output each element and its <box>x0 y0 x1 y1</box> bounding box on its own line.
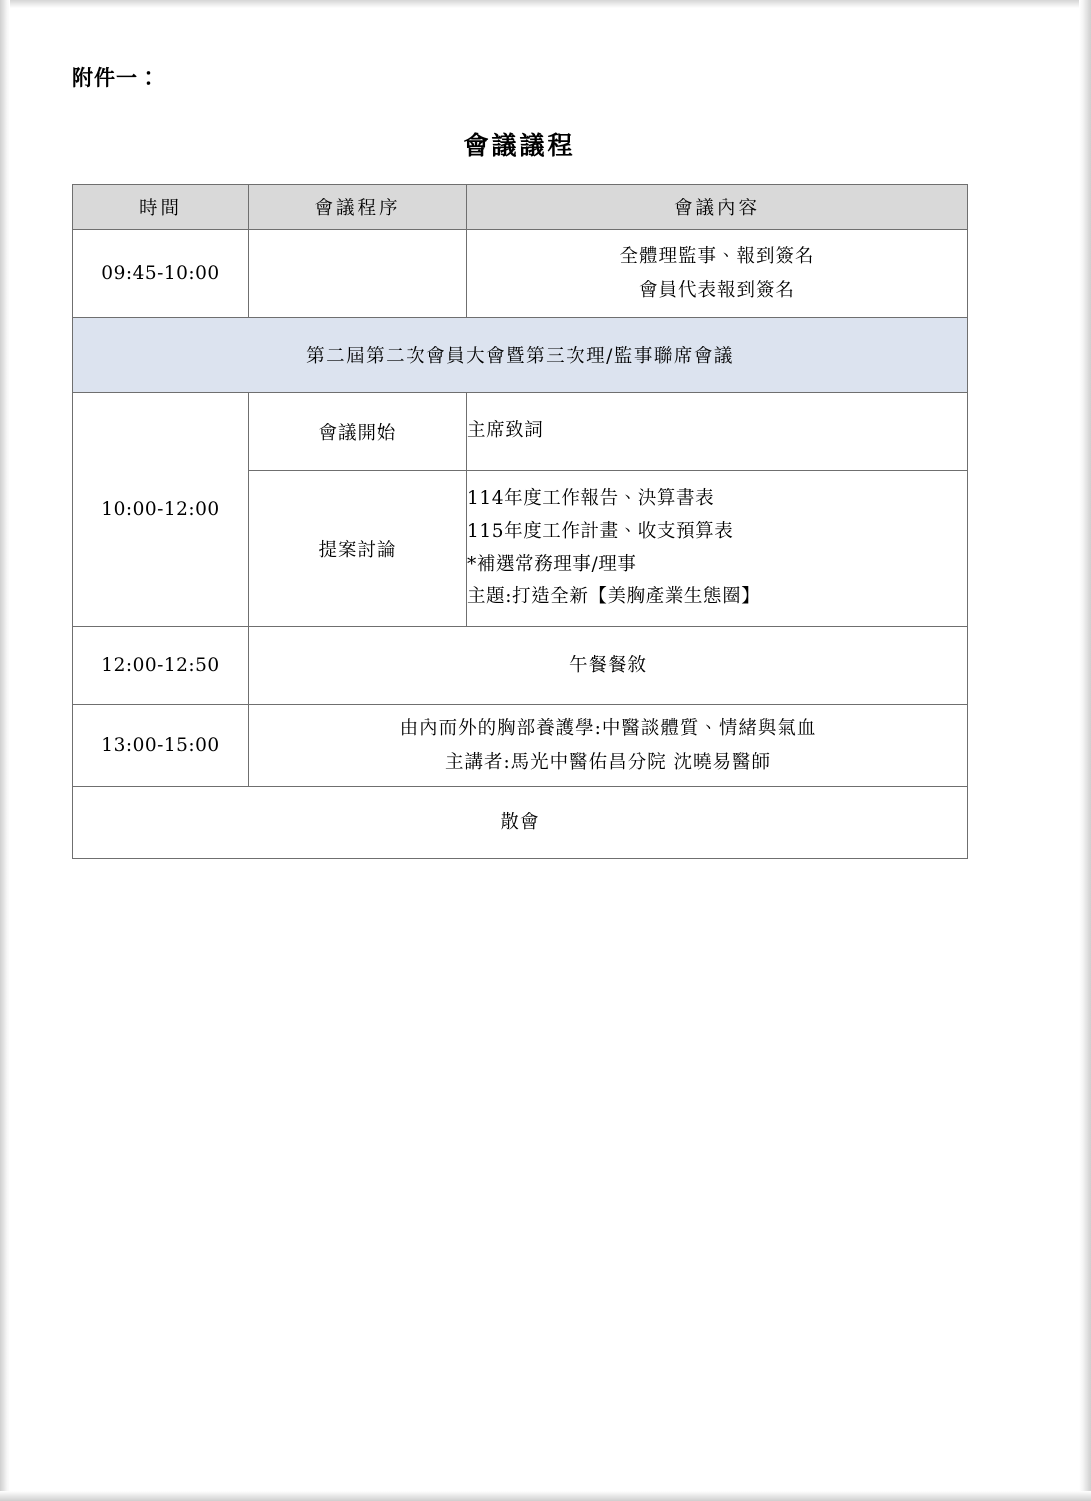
cell-time: 13:00-15:00 <box>73 705 249 787</box>
page-edge-left <box>0 0 10 1501</box>
table-header-row <box>73 185 968 230</box>
cell-content <box>73 787 968 859</box>
table-row <box>73 787 968 859</box>
content-line: 會員代表報到簽名 <box>638 279 795 301</box>
page-edge-right <box>1079 0 1091 1501</box>
cell-content <box>467 230 968 318</box>
banner-text: 第二屆第二次會員大會暨第三次理/監事聯席會議 <box>73 318 968 393</box>
column-header-time: 時間 <box>73 185 249 230</box>
content-line: *補選常務理事/理事 <box>467 553 637 575</box>
attachment-label: 附件一： <box>72 65 160 90</box>
cell-time: 09:45-10:00 <box>73 230 249 318</box>
content-line: 主講者:馬光中醫佑昌分院 沈曉易醫師 <box>444 751 772 773</box>
table-row <box>73 705 968 787</box>
document-content <box>72 62 967 859</box>
cell-content <box>467 471 968 627</box>
table-row-banner <box>73 318 968 393</box>
content-line: 主席致詞 <box>467 420 544 442</box>
cell-time: 10:00-12:00 <box>73 393 249 627</box>
table-row <box>73 230 968 318</box>
cell-procedure: 會議開始 <box>249 393 467 471</box>
cell-content <box>249 705 968 787</box>
content-line: 115年度工作計畫、收支預算表 <box>467 520 734 542</box>
content-line: 主題:打造全新【美胸產業生態圈】 <box>467 586 761 608</box>
cell-procedure <box>249 230 467 318</box>
page-edge-bottom <box>0 1491 1091 1501</box>
content-line: 由內而外的胸部養護學:中醫談體質、情緒與氣血 <box>399 718 817 740</box>
content-line: 全體理監事、報到簽名 <box>619 246 815 268</box>
content-line: 散會 <box>500 811 540 833</box>
cell-procedure: 提案討論 <box>249 471 467 627</box>
content-line: 114年度工作報告、決算書表 <box>467 487 715 509</box>
table-row <box>73 627 968 705</box>
cell-content <box>249 627 968 705</box>
cell-content <box>467 393 968 471</box>
column-header-content: 會議內容 <box>467 185 968 230</box>
cell-time: 12:00-12:50 <box>73 627 249 705</box>
table-row <box>73 393 968 471</box>
page-edge-top <box>0 0 1091 8</box>
content-line: 午餐餐敘 <box>568 654 647 676</box>
column-header-procedure: 會議程序 <box>249 185 467 230</box>
agenda-table <box>72 184 968 859</box>
page-title: 會議議程 <box>463 131 576 160</box>
